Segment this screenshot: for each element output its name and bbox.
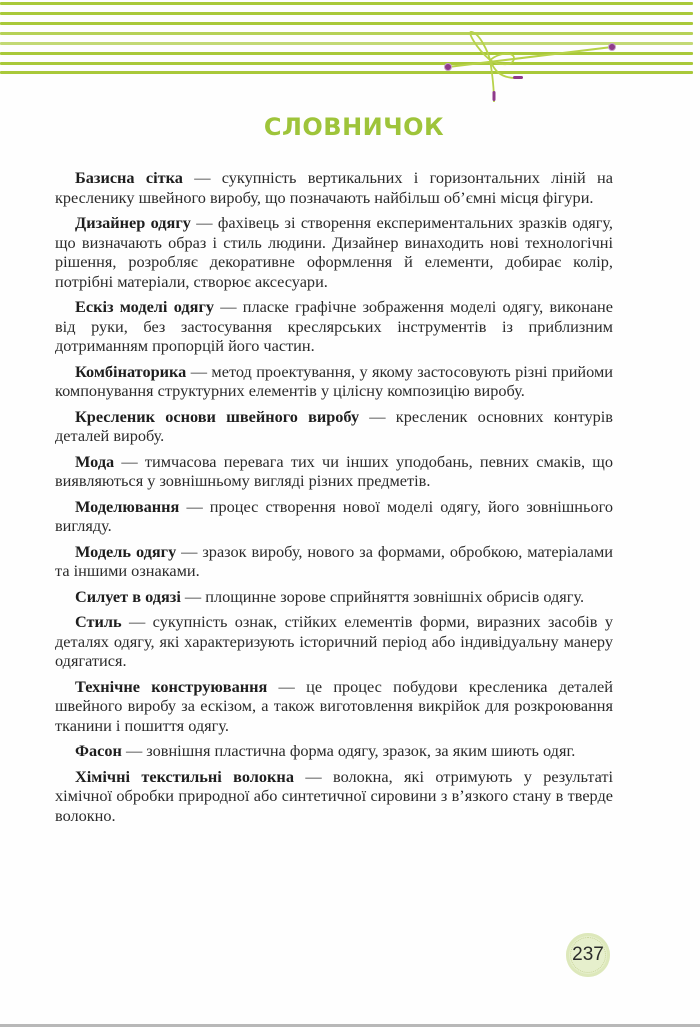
glossary-entry — [55, 452, 613, 491]
glossary-definition: — фахівець зі створення експериментальних зразків одягу, що визначають образ і стиль людини. Дизайнер винаходить нові технологічні рішення, розробляє декоративне оформлення й елементи, добирає колір, потрібні матеріали, створює аксесуари. — [55, 213, 613, 291]
glossary-entry — [55, 362, 613, 401]
glossary-term: Фасон — [75, 741, 122, 760]
glossary-entry — [55, 213, 613, 291]
glossary-list — [55, 168, 613, 831]
glossary-entry — [55, 497, 613, 536]
glossary-definition: — сукупність вертикальних і горизонтальних ліній на кресленику швейного виробу, що позначають найбільш об’ємні місця фігури. — [55, 168, 613, 207]
glossary-entry — [55, 677, 613, 736]
glossary-term: Моделювання — [75, 496, 180, 516]
glossary-term: Технічне конструювання — [75, 676, 268, 696]
glossary-entry — [55, 168, 613, 207]
glossary-entry — [55, 542, 613, 581]
glossary-entry — [55, 297, 613, 356]
glossary-definition: — волокна, які отримують у результаті хімічної обробки природної або синтетичної сировини з в’язкого стану в тверде волокно. — [55, 766, 614, 825]
glossary-definition: — зразок виробу, нового за формами, обробкою, матеріалами та іншими ознаками. — [55, 541, 613, 580]
glossary-definition: — процес створення нової моделі одягу, його зовнішнього вигляду. — [55, 496, 613, 535]
glossary-definition: — зовнішня пластична форма одягу, зразок, за яким шиють одяг. — [121, 741, 576, 760]
glossary-term: Мода — [75, 451, 115, 471]
glossary-entry — [55, 741, 613, 761]
glossary-term: Базисна сітка — [75, 168, 183, 187]
glossary-definition: — тимчасова перевага тих чи інших уподобань, певних смаків, що виявляються у зовнішньому вигляді різних предметів. — [55, 451, 613, 490]
glossary-term: Модель одягу — [75, 541, 177, 561]
glossary-term: Хімічні текстильні волокна — [75, 766, 294, 786]
glossary-entry — [55, 587, 613, 607]
glossary-definition: — це процес побудови кресленика деталей швейного виробу за ескізом, а також виготовлення викрійок для розкроювання тканини і пошиття одягу. — [55, 676, 613, 735]
glossary-entry — [55, 767, 613, 826]
glossary-definition: — метод проектування, у якому застосовують різні прийоми компонування структурних елементів у цілісну композицію виробу. — [55, 361, 613, 400]
glossary-term: Силует в одязі — [75, 586, 181, 606]
glossary-entry — [55, 612, 613, 671]
glossary-definition: — кресленик основних контурів деталей виробу. — [55, 406, 613, 445]
glossary-definition: — площинне зорове сприйняття зовнішніх обрисів одягу. — [180, 586, 585, 606]
glossary-term: Ескіз моделі одягу — [75, 297, 214, 316]
glossary-term: Стиль — [75, 612, 122, 631]
bow-ribbon-icon — [0, 0, 700, 110]
glossary-term: Комбінаторика — [75, 361, 187, 381]
glossary-term: Кресленик основи швейного виробу — [75, 406, 360, 426]
glossary-definition: — сукупність ознак, стійких елементів форми, виразних засобів у деталях одягу, які характеризують історичний період або індивідуальну манеру одягатися. — [55, 612, 613, 670]
glossary-term: Дизайнер одягу — [75, 213, 191, 232]
page-title: СЛОВНИЧОК — [263, 113, 445, 141]
page-number: 237 — [572, 944, 604, 965]
glossary-entry — [55, 407, 613, 446]
glossary-definition: — пласке графічне зображення моделі одягу, виконане від руки, без застосування креслярських інструментів із приблизним дотриманням пропорцій його частин. — [55, 297, 614, 355]
page-number-badge — [566, 933, 610, 977]
